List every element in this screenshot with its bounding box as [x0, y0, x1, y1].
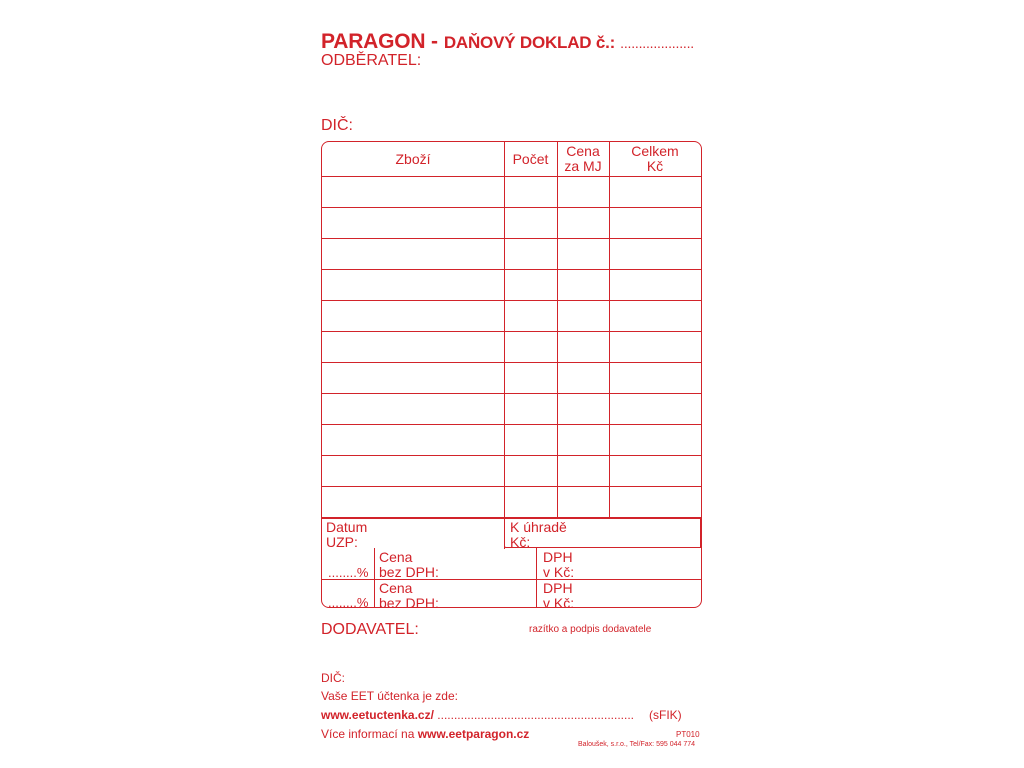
vat-amount-label: DPH v Kč:: [543, 580, 575, 611]
supplier-tax-id-label: DIČ:: [321, 671, 345, 685]
paragon-title: PARAGON -: [321, 30, 438, 53]
column-header-total: Celkem Kč: [631, 143, 679, 174]
column-header-quantity: Počet: [512, 151, 549, 167]
table-row: [322, 238, 701, 239]
more-info-line: Více informací na www.eetparagon.cz: [321, 727, 530, 741]
table-row: [322, 331, 701, 332]
vat-rate-field[interactable]: ........%: [328, 565, 369, 580]
table-row: [322, 486, 701, 487]
price-without-vat-label: Cena bez DPH:: [379, 580, 439, 611]
table-row: [322, 300, 701, 301]
column-divider: [504, 142, 505, 549]
table-row: [322, 424, 701, 425]
amount-due-label: K úhradě Kč:: [510, 519, 567, 550]
stamp-signature-label: razítko a podpis dodavatele: [529, 624, 652, 635]
document-title: [321, 31, 694, 52]
table-row: [322, 207, 701, 208]
company-info: Baloušek, s.r.o., Tel/Fax: 595 044 774: [578, 741, 696, 748]
vat-rate-field[interactable]: ........%: [328, 595, 369, 610]
table-row: [322, 393, 701, 394]
date-label: Datum UZP:: [326, 519, 368, 550]
table-row: [322, 362, 701, 363]
eet-link-line: [321, 709, 634, 721]
price-without-vat-label: Cena bez DPH:: [379, 549, 439, 580]
sfik-label: (sFIK): [649, 708, 682, 722]
vat-amount-label: DPH v Kč:: [543, 549, 575, 580]
customer-label: ODBĚRATEL:: [321, 52, 422, 69]
table-row: [322, 176, 701, 177]
supplier-label: DODAVATEL:: [321, 621, 419, 638]
document-number-field[interactable]: ....................: [620, 35, 694, 51]
eetparagon-url-link[interactable]: www.eetparagon.cz: [417, 727, 530, 741]
column-header-unit-price: Cena za MJ: [564, 143, 602, 174]
sfik-dots-field[interactable]: ...........................................................: [437, 708, 634, 722]
column-divider: [609, 142, 610, 518]
column-header-goods: Zboží: [395, 151, 431, 167]
form-code: PT010: [676, 730, 700, 739]
vat-divider: [536, 548, 537, 607]
eet-url-link[interactable]: www.eetuctenka.cz/: [321, 708, 434, 722]
items-table: [321, 141, 702, 611]
table-row: [322, 455, 701, 456]
column-divider: [557, 142, 558, 518]
tax-document-label: DAŇOVÝ DOKLAD č.:: [443, 33, 616, 52]
customer-tax-id-label: DIČ:: [321, 117, 353, 134]
eet-receipt-label: Vaše EET účtenka je zde:: [321, 689, 458, 703]
vat-divider: [374, 548, 375, 607]
table-row: [322, 269, 701, 270]
